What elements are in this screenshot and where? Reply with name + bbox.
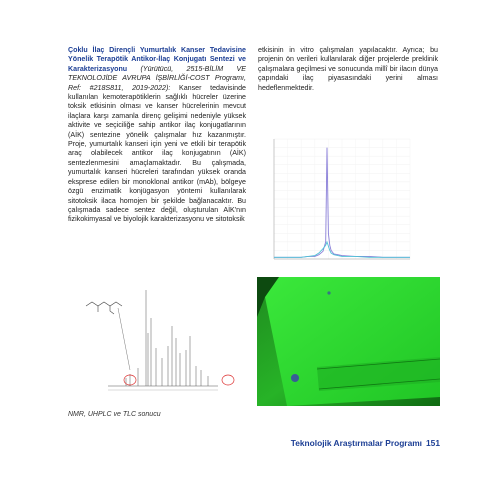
tlc-spot [291, 374, 299, 382]
project-meta: (Yürütücü, 2515-BİLİM VE TEKNOLOJİDE AVRUPA İŞBİRLİĞİ-COST Programı, Ref: #218S811, 2019-2022): [68, 64, 246, 92]
figure-caption: NMR, UHPLC ve TLC sonucu [68, 411, 161, 418]
chart-background [258, 133, 418, 273]
page-footer [291, 438, 440, 448]
tlc-spot [327, 291, 330, 294]
project-title: Çoklu İlaç Dirençli Yumurtalık Kanser Tedavisine Yönelik Terapötik Antikor-İlaç Konjugatı Sentezi ve Karakterizasyonu [68, 46, 246, 73]
tlc-plate-photo [257, 277, 440, 406]
left-text-column [68, 46, 246, 225]
right-text-column [258, 46, 438, 93]
nmr-spectrum-image [68, 278, 246, 406]
uhplc-chromatogram [258, 133, 418, 273]
page-number: 151 [426, 438, 440, 448]
project-body-left: Kanser tedavisinde kullanılan kemoterapötiklerin sağlıklı hücreler üzerine toksik etkisinin olması ve kanser hücrelerinin mevcut ilaçlara karşı zamanla direnç gelişimi nedeniyle yüksek aktivite ve seçiciliğe sahip antikor ilaç konjugatlarının (AİK) sentezine yönelik çalışmalar hız kazanmıştır. Proje, yumurtalık kanseri için yeni ve etkili bir terapötik araç olabilecek antikor ilaç konjugatının (AİK) sentezlenmesini amaçlamaktadır. Bu çalışmada, yumurtalık kanseri hücreleri tarafından yüksek oranda eksprese edilen bir monoklonal antikor (mAb), bölgeye özgü enzimatik konjügasyon yöntemi kullanılarak sitotoksik ilaca homojen bir şekilde bağlanacaktır. Bu çalışmada sadece sentez değil, oluşturulan AİK'nın fizikokimyasal ve biyolojik karakterizasyonu ve sitotoksik [68, 83, 246, 224]
project-body-right: etkisinin in vitro çalışmaları yapılacaktır. Ayrıca; bu projenin ön verileri kullanılarak diğer projelerde preklinik çalışmalara geçilmesi ve sonucunda millî bir ilacın dünya çapındaki ilaç piyasasındaki yerini alması hedeflenmektedir. [258, 46, 438, 92]
footer-section: Teknolojik Araştırmalar Programı [290, 438, 423, 448]
